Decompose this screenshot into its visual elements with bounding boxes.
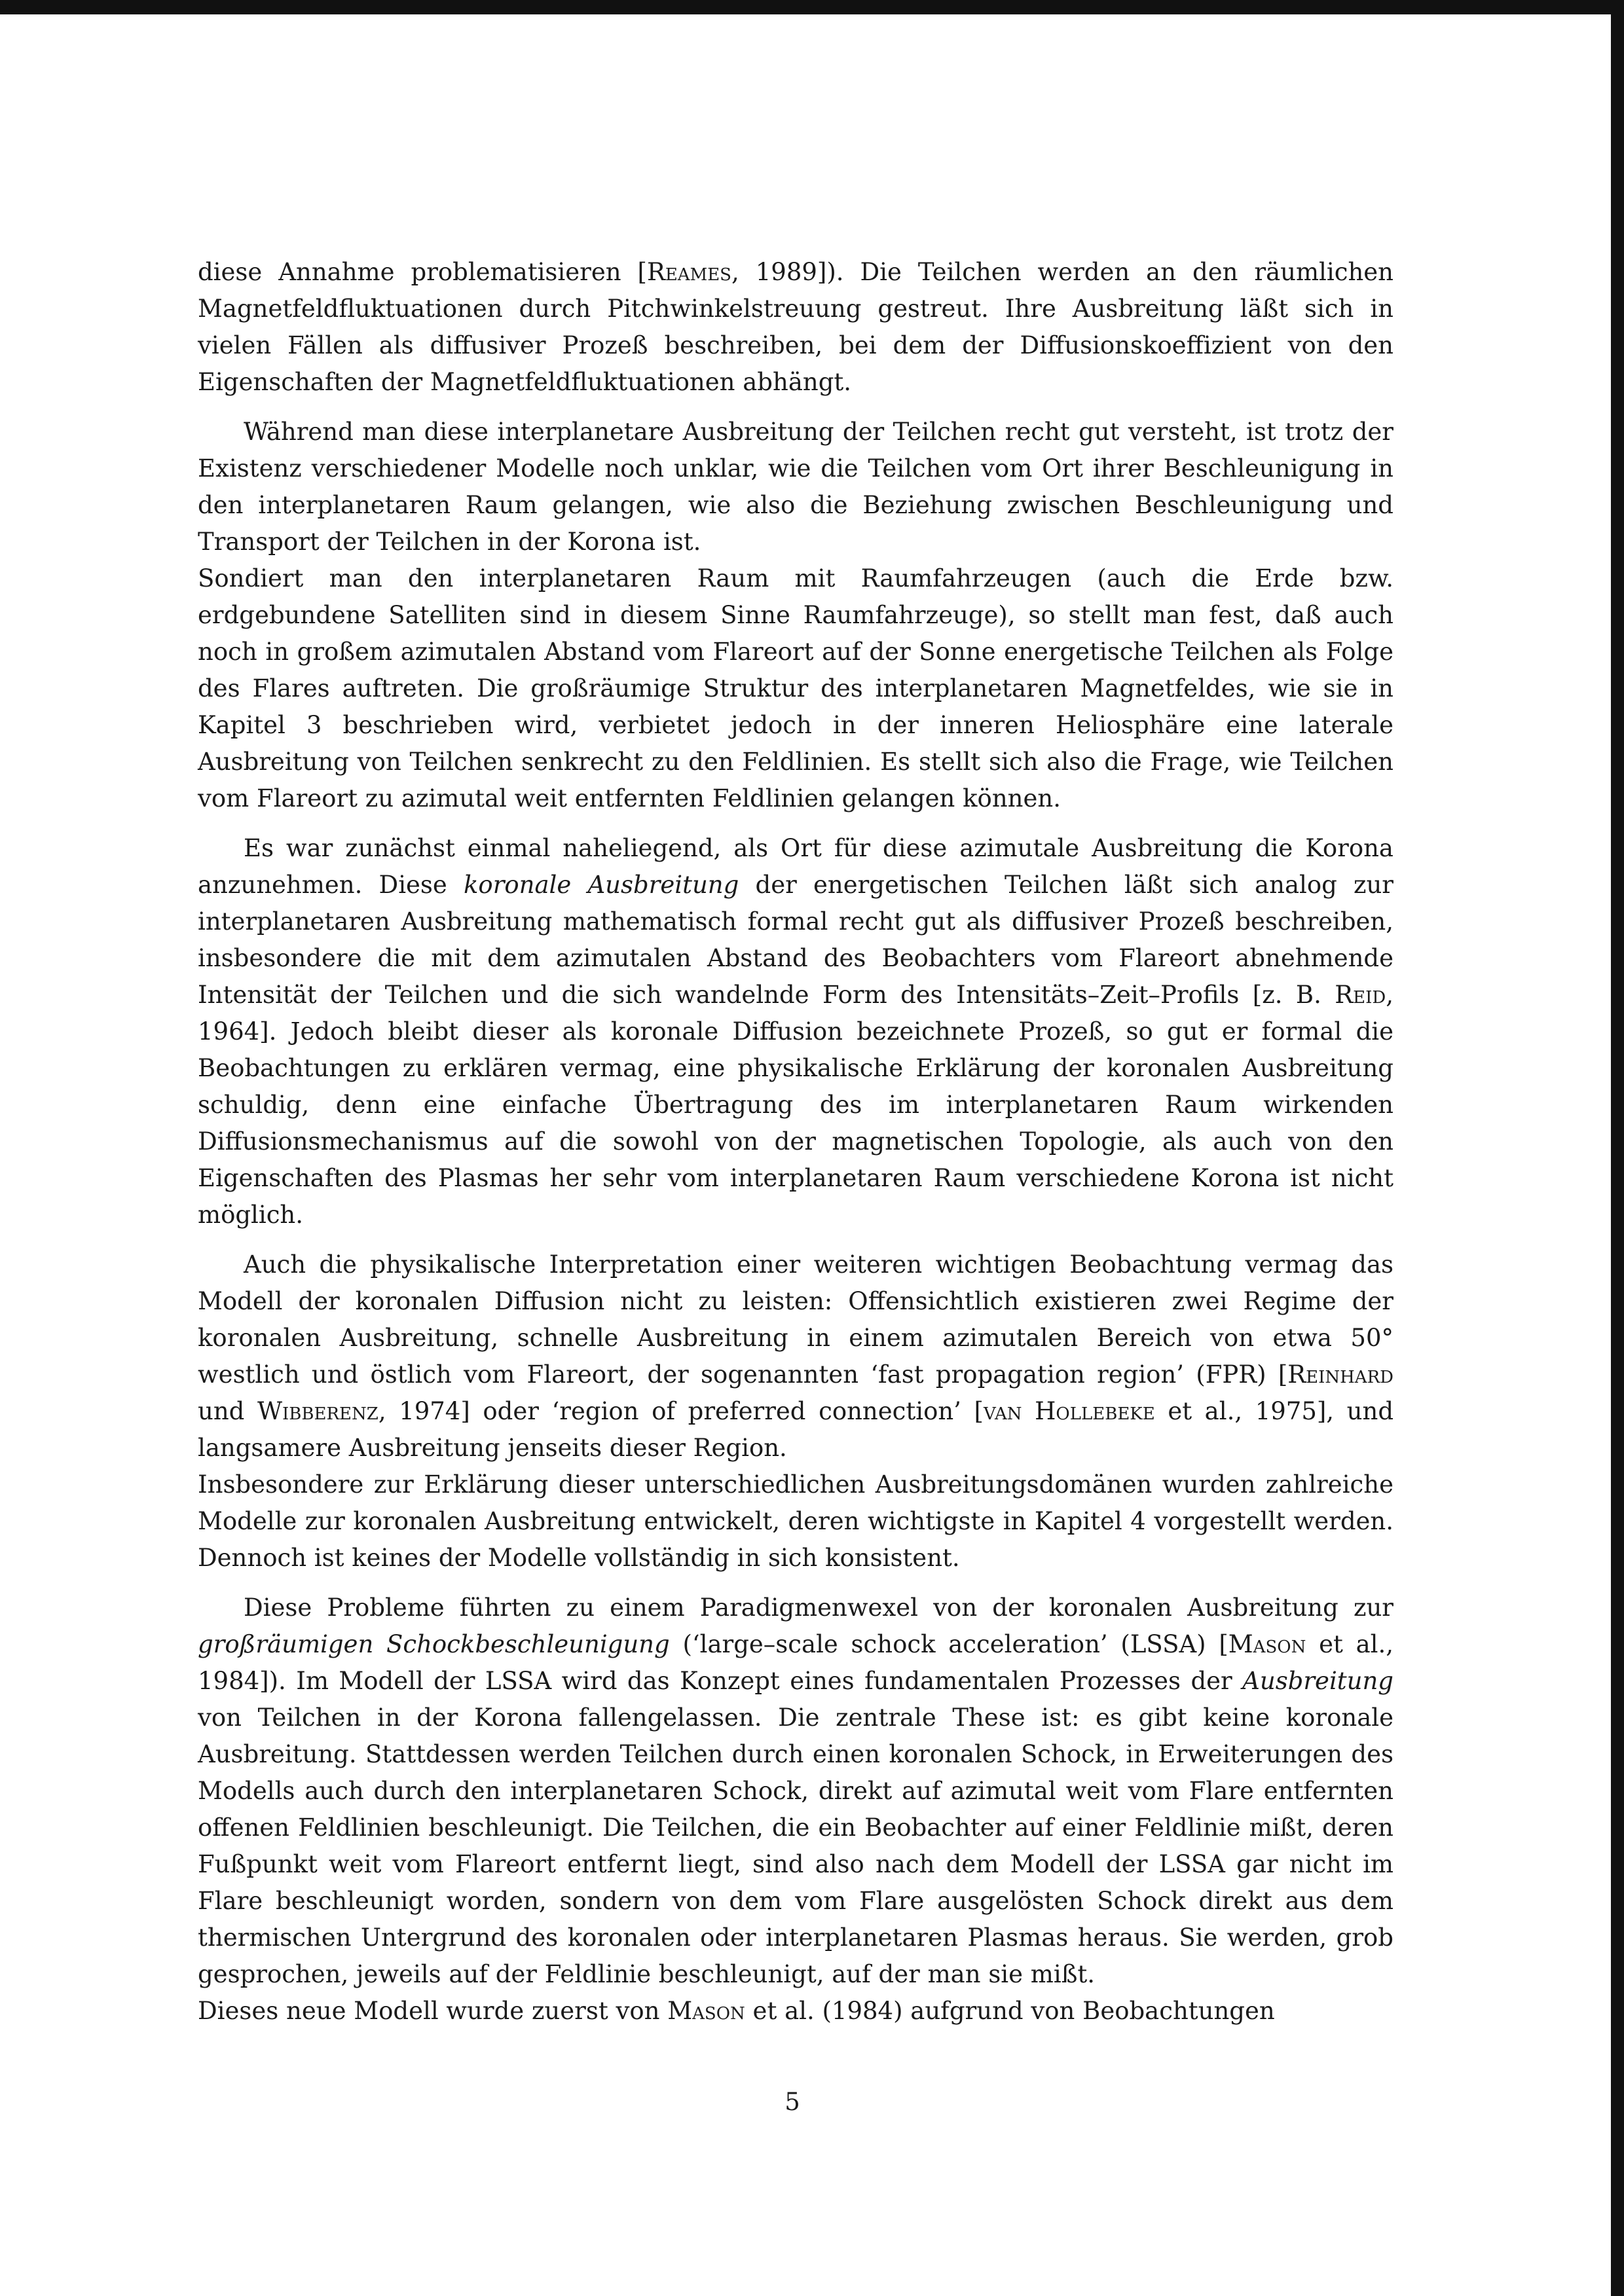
emphasis-term: koronale Ausbreitung bbox=[464, 871, 739, 899]
scan-right-border bbox=[1611, 0, 1624, 2296]
scan-top-border bbox=[0, 0, 1624, 14]
paragraph-1: diese Annahme problematisieren [Reames, 1989]). Die Teilchen werden an den räumlichen Magnetfeldfluktuationen durch Pitchwinkelstreuung gestreut. Ihre Ausbreitung läßt sich in vielen Fällen als diffusiver Prozeß beschreiben, bei dem der Diffusionskoeffizient von den Eigenschaften der Magnetfeldfluktuationen abhängt. bbox=[198, 258, 1394, 396]
author-citation: Mason bbox=[1228, 1630, 1306, 1658]
author-citation: Wibberenz bbox=[257, 1397, 378, 1425]
author-citation: Reames bbox=[646, 258, 731, 286]
body-text bbox=[198, 254, 1393, 2030]
paragraph-7: Diese Probleme führten zu einem Paradigmenwexel von der koronalen Ausbreitung zur großräumigen Schockbeschleunigung (‘large–scale schock acceleration’ (LSSA) [Mason et al., 1984]). Im Modell der LSSA wird das Konzept eines fundamentalen Prozesses der Ausbreitung von Teilchen in der Korona fallengelassen. Die zentrale These ist: es gibt keine koronale Ausbreitung. Stattdessen werden Teilchen durch einen koronalen Schock, in Erweiterungen des Modells auch durch den interplanetaren Schock, direkt auf azimutal weit vom Flare entfernten offenen Feldlinien beschleunigt. Die Teilchen, die ein Beobachter auf einer Feldlinie mißt, deren Fußpunkt weit vom Flareort entfernt liegt, sind also nach dem Modell der LSSA gar nicht im Flare beschleunigt worden, sondern von dem vom Flare ausgelösten Schock direkt aus dem thermischen Untergrund des koronalen oder interplanetaren Plasmas heraus. Sie werden, grob gesprochen, jeweils auf der Feldlinie beschleunigt, auf der man sie mißt. bbox=[198, 1594, 1393, 1988]
emphasis-term: Ausbreitung bbox=[1242, 1667, 1393, 1695]
emphasis-term: großräumigen Schockbeschleunigung bbox=[198, 1630, 670, 1658]
paragraph-8: Dieses neue Modell wurde zuerst von Mason et al. (1984) aufgrund von Beobachtungen bbox=[198, 1997, 1275, 2025]
paragraph-4: Es war zunächst einmal naheliegend, als Ort für diese azimutale Ausbreitung die Korona anzunehmen. Diese koronale Ausbreitung der energetischen Teilchen läßt sich analog zur interplanetaren Ausbreitung mathematisch formal recht gut als diffusiver Prozeß beschreiben, insbesondere die mit dem azimutalen Abstand des Beobachters vom Flareort abnehmende Intensität der Teilchen und die sich wandelnde Form des Intensitäts–Zeit–Profils [z. B. Reid, 1964]. Jedoch bleibt dieser als koronale Diffusion bezeichnete Prozeß, so gut er formal die Beobachtungen zu erklären vermag, eine physikalische Erklärung der koronalen Ausbreitung schuldig, denn eine einfache Übertragung des im interplanetaren Raum wirkenden Diffusionsmechanismus auf die sowohl von der magnetischen Topologie, als auch von den Eigenschaften des Plasmas her sehr vom interplanetaren Raum verschiedene Korona ist nicht möglich. bbox=[198, 834, 1393, 1229]
author-citation: Mason bbox=[667, 1997, 745, 2025]
author-citation: Reid bbox=[1335, 981, 1386, 1009]
paragraph-2: Während man diese interplanetare Ausbreitung der Teilchen recht gut versteht, ist trotz der Existenz verschiedener Modelle noch unklar, wie die Teilchen vom Ort ihrer Beschleunigung in den interplanetaren Raum gelangen, wie also die Beziehung zwischen Beschleunigung und Transport der Teilchen in der Korona ist. bbox=[198, 418, 1393, 556]
paragraph-5: Auch die physikalische Interpretation einer weiteren wichtigen Beobachtung vermag das Modell der koronalen Diffusion nicht zu leisten: Offensichtlich existieren zwei Regime der koronalen Ausbreitung, schnelle Ausbreitung in einem azimutalen Bereich von etwa 50° westlich und östlich vom Flareort, der sogenannten ‘fast propagation region’ (FPR) [Reinhard und Wibberenz, 1974] oder ‘region of preferred connection’ [van Hollebeke et al., 1975], und langsamere Ausbreitung jenseits dieser Region. bbox=[198, 1250, 1394, 1462]
paragraph-6: Insbesondere zur Erklärung dieser unterschiedlichen Ausbreitungsdomänen wurden zahlreiche Modelle zur koronalen Ausbreitung entwickelt, deren wichtigste in Kapitel 4 vorgestellt werden. Dennoch ist keines der Modelle vollständig in sich konsistent. bbox=[198, 1470, 1393, 1572]
author-citation: van Hollebeke bbox=[983, 1397, 1155, 1425]
author-citation: Reinhard bbox=[1287, 1360, 1393, 1389]
page-number: 5 bbox=[784, 2088, 800, 2116]
paragraph-3: Sondiert man den interplanetaren Raum mit Raumfahrzeugen (auch die Erde bzw. erdgebundene Satelliten sind in diesem Sinne Raumfahrzeuge), so stellt man fest, daß auch noch in großem azimutalen Abstand vom Flareort auf der Sonne energetische Teilchen als Folge des Flares auftreten. Die großräumige Struktur des interplanetaren Magnetfeldes, wie sie in Kapitel 3 beschrieben wird, verbietet jedoch in der inneren Heliosphäre eine laterale Ausbreitung von Teilchen senkrecht zu den Feldlinien. Es stellt sich also die Frage, wie Teilchen vom Flareort zu azimutal weit entfernten Feldlinien gelangen können. bbox=[198, 564, 1393, 812]
